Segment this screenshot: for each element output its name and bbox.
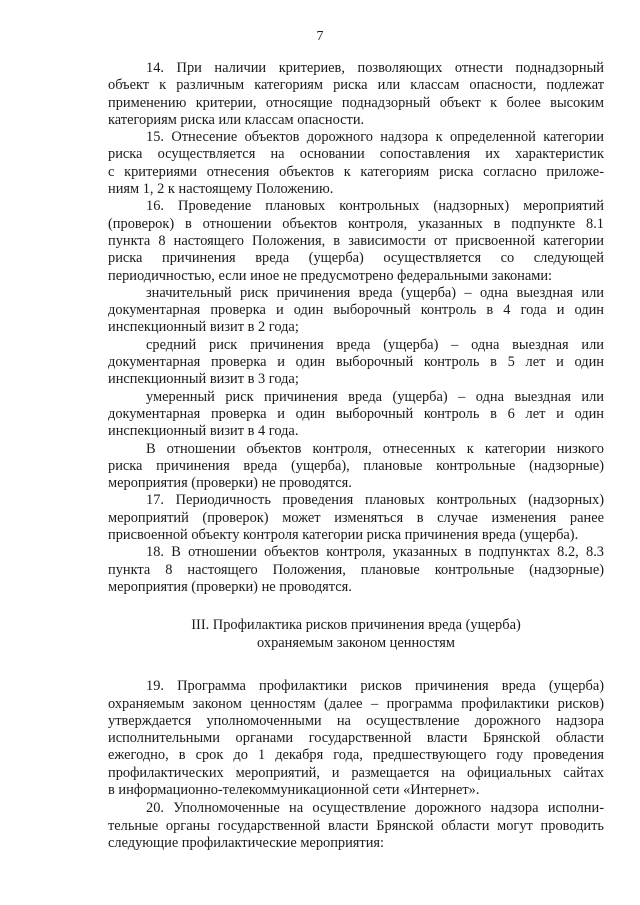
text-line: следующие профилактические мероприятия: <box>108 834 385 851</box>
paragraph-19 <box>108 678 604 799</box>
text-line: 20. Уполномоченные на осуществление дорожного надзора исполни- <box>146 800 604 817</box>
text-line: объект к различным категориям риска или классам опасности, подлежат <box>108 77 604 94</box>
text-line: 16. Проведение плановых контрольных (надзорных) мероприятий <box>146 198 604 215</box>
text-line: 18. В отношении объектов контроля, указанных в подпунктах 8.2, 8.3 <box>146 544 604 561</box>
text-line: документарная проверка и один выборочный контроль в 6 лет и один <box>108 405 604 422</box>
text-line: периодичностью, если иное не предусмотрено федеральными законами: <box>108 267 553 284</box>
text-line: документарная проверка и один выборочный контроль в 5 лет и один <box>108 354 604 371</box>
paragraph-15 <box>108 129 604 198</box>
text-line: пункта 8 настоящего Положения, плановые контрольные (надзорные) <box>108 561 604 578</box>
text-line: пункта 8 настоящего Положения, в зависимости от присвоенной категории <box>108 232 604 249</box>
text-line: 14. При наличии критериев, позволяющих отнести поднадзорный <box>146 60 604 76</box>
text-line: умеренный риск причинения вреда (ущерба) – одна выездная или <box>146 388 604 405</box>
text-line: категориям риска или классам опасности. <box>108 111 365 128</box>
text-line: инспекционный визит в 3 года; <box>108 371 299 388</box>
text-line: ниям 1, 2 к настоящему Положению. <box>108 181 334 198</box>
paragraph-16-medium-risk <box>108 337 604 389</box>
text-line: в информационно-телекоммуникационной сети «Интернет». <box>108 781 480 798</box>
text-line: инспекционный визит в 4 года. <box>108 423 299 440</box>
text-line: 19. Программа профилактики рисков причинения вреда (ущерба) <box>146 678 604 695</box>
paragraph-16-moderate-risk <box>108 389 604 441</box>
text-line: (проверок) в отношении объектов контроля, указанных в подпункте 8.1 <box>108 215 604 232</box>
text-line: охраняемым законом ценностям <box>257 635 455 652</box>
text-line: утверждается уполномоченными на осуществление дорожного надзора <box>108 712 604 729</box>
text-line: III. Профилактика рисков причинения вреда (ущерба) <box>191 617 521 634</box>
text-line: профилактических мероприятий, и размещается на официальных сайтах <box>108 764 604 781</box>
text-line: присвоенной объекту контроля категории риска причинения вреда (ущерба). <box>108 527 579 544</box>
text-line: мероприятий (проверок) может изменяться в случае изменения ранее <box>108 509 604 526</box>
section-heading <box>108 616 604 652</box>
paragraph-17 <box>108 492 604 544</box>
text-line: 15. Отнесение объектов дорожного надзора к определенной категории <box>146 129 604 146</box>
paragraph-16-low-risk <box>108 441 604 493</box>
text-line: риска осуществляется на основании сопоставления их характеристик <box>108 146 604 163</box>
document-body <box>108 60 604 852</box>
text-line: мероприятия (проверки) не проводятся. <box>108 475 352 492</box>
text-line: инспекционный визит в 2 года; <box>108 319 299 336</box>
paragraph-16 <box>108 198 604 284</box>
text-line: 17. Периодичность проведения плановых контрольных (надзорных) <box>146 492 604 509</box>
text-line: значительный риск причинения вреда (ущерба) – одна выездная или <box>146 284 604 301</box>
text-line: применению критерии, относящие поднадзорный объект к более высоким <box>108 94 604 111</box>
text-line: В отношении объектов контроля, отнесенных к категории низкого <box>146 440 604 457</box>
paragraph-20 <box>108 800 604 852</box>
text-line: средний риск причинения вреда (ущерба) – одна выездная или <box>146 336 604 353</box>
text-line: ежегодно, в срок до 1 декабря года, предшествующего году проведения <box>108 747 604 764</box>
text-line: исполнительными органами государственной власти Брянской области <box>108 730 604 747</box>
text-line: с критериями отнесения объектов к категориям риска согласно приложе- <box>108 163 604 180</box>
text-line: документарная проверка и один выборочный контроль в 4 года и один <box>108 302 604 319</box>
paragraph-18 <box>108 544 604 596</box>
text-line: охраняемым законом ценностям (далее – программа профилактики рисков) <box>108 695 604 712</box>
text-line: риска причинения вреда (ущерба), плановые контрольные (надзорные) <box>108 457 604 474</box>
paragraph-16-significant-risk <box>108 285 604 337</box>
paragraph-14 <box>108 60 604 129</box>
text-line: тельные органы государственной власти Брянской области могут проводить <box>108 817 604 834</box>
page-number: 7 <box>316 29 324 44</box>
text-line: риска причинения вреда (ущерба) осуществляется со следующей <box>108 250 604 267</box>
text-line: мероприятия (проверки) не проводятся. <box>108 578 352 595</box>
